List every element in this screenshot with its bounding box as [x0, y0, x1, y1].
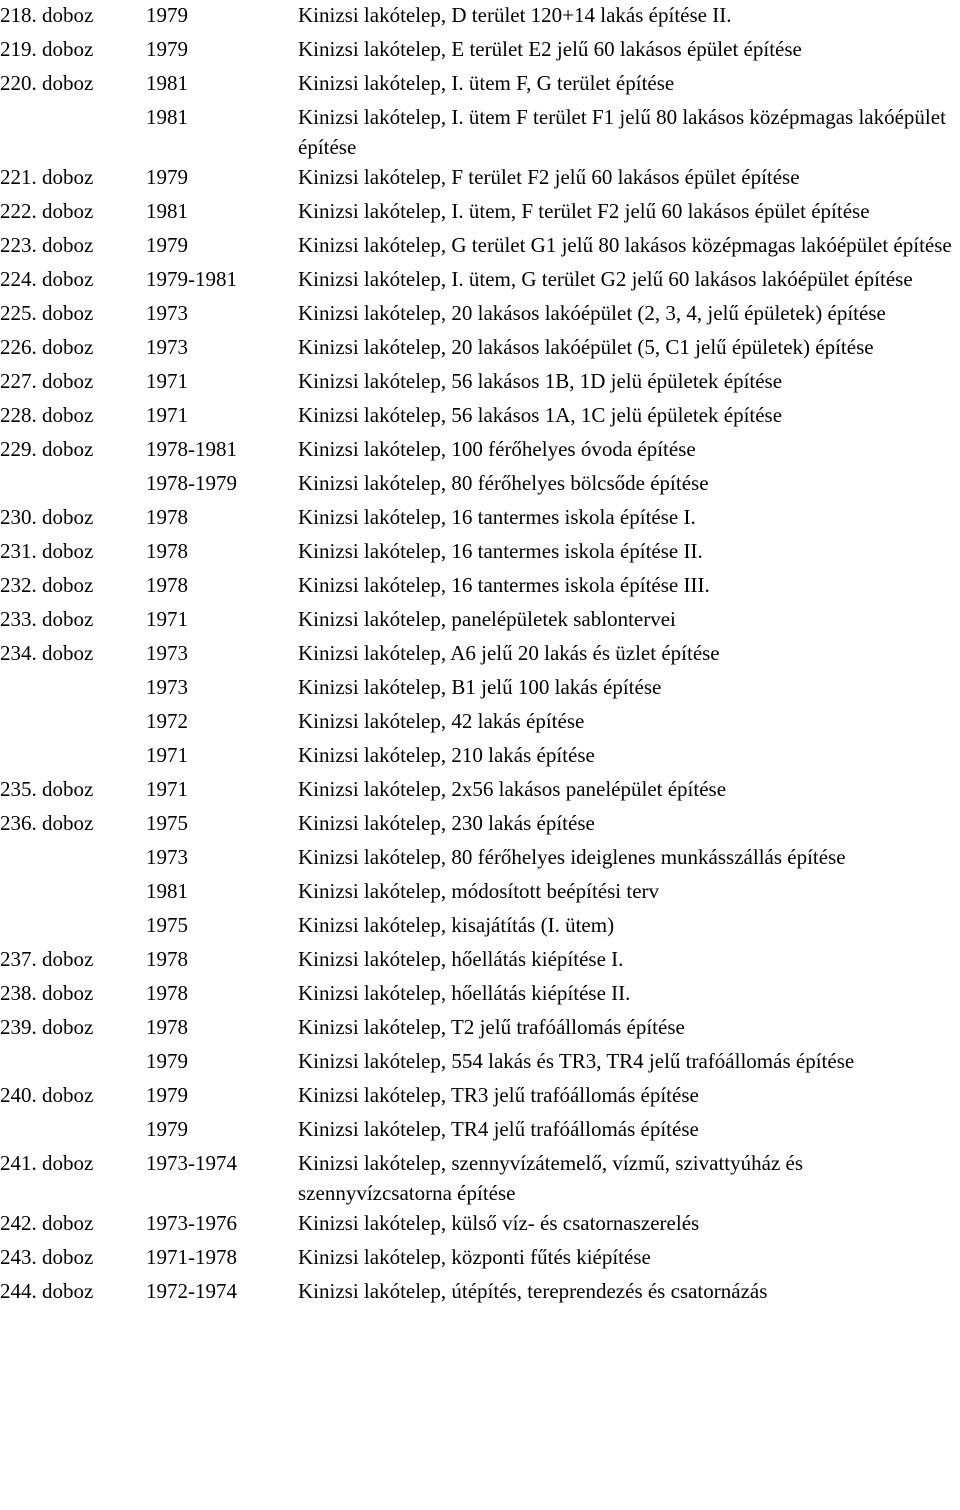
year: 1973: [146, 675, 188, 699]
year: 1975: [146, 811, 188, 835]
list-item: [0, 842, 960, 872]
year: 1979-1981: [146, 267, 237, 291]
box-number: 219. doboz: [0, 37, 94, 61]
description: Kinizsi lakótelep, 80 férőhelyes bölcsőde építése: [298, 471, 709, 495]
box-number: 223. doboz: [0, 233, 94, 257]
list-item: [0, 740, 960, 770]
list-item: [0, 0, 960, 30]
box-number: 221. doboz: [0, 165, 94, 189]
box-number: 237. doboz: [0, 947, 94, 971]
description: Kinizsi lakótelep, F terület F2 jelű 60 lakásos épület építése: [298, 165, 800, 189]
year: 1973-1974: [146, 1151, 237, 1175]
year: 1981: [146, 105, 188, 129]
description: Kinizsi lakótelep, A6 jelű 20 lakás és üzlet építése: [298, 641, 720, 665]
description: Kinizsi lakótelep, panelépületek sablontervei: [298, 607, 676, 631]
box-number: 230. doboz: [0, 505, 94, 529]
year: 1978: [146, 505, 188, 529]
year: 1978: [146, 981, 188, 1005]
list-item: [0, 264, 960, 294]
description: Kinizsi lakótelep, E terület E2 jelű 60 lakásos épület építése: [298, 37, 802, 61]
box-number: 233. doboz: [0, 607, 94, 631]
list-item: [0, 808, 960, 838]
description: Kinizsi lakótelep, 230 lakás építése: [298, 811, 595, 835]
box-number: 239. doboz: [0, 1015, 94, 1039]
box-number: 241. doboz: [0, 1151, 94, 1175]
year: 1971: [146, 607, 188, 631]
box-number: [0, 706, 146, 736]
box-number: 240. doboz: [0, 1083, 94, 1107]
description: Kinizsi lakótelep, 20 lakásos lakóépület (2, 3, 4, jelű épületek) építése: [298, 301, 886, 325]
box-number: 222. doboz: [0, 199, 94, 223]
description: Kinizsi lakótelep, I. ütem, G terület G2 jelű 60 lakásos lakóépület építése: [298, 267, 913, 291]
description: Kinizsi lakótelep, G terület G1 jelű 80 lakásos középmagas lakóépület építése: [298, 233, 952, 257]
year: 1979: [146, 1117, 188, 1141]
year: 1978: [146, 539, 188, 563]
description: Kinizsi lakótelep, külső víz- és csatornaszerelés: [298, 1211, 700, 1235]
year: 1971: [146, 777, 188, 801]
year: 1972: [146, 709, 188, 733]
list-item: [0, 638, 960, 668]
list-item: [0, 1208, 960, 1238]
box-number: [0, 102, 146, 162]
description: Kinizsi lakótelep, 42 lakás építése: [298, 709, 585, 733]
year: 1973: [146, 301, 188, 325]
description: Kinizsi lakótelep, 56 lakásos 1B, 1D jelü épületek építése: [298, 369, 783, 393]
year: 1979: [146, 3, 188, 27]
list-item: [0, 672, 960, 702]
description: Kinizsi lakótelep, hőellátás kiépítése II.: [298, 981, 631, 1005]
box-number: 235. doboz: [0, 777, 94, 801]
year: 1981: [146, 199, 188, 223]
box-number: 238. doboz: [0, 981, 94, 1005]
description: Kinizsi lakótelep, 100 férőhelyes óvoda építése: [298, 437, 696, 461]
year: 1978-1979: [146, 471, 237, 495]
box-number: [0, 842, 146, 872]
list-item: [0, 468, 960, 498]
list-item: [0, 1148, 960, 1208]
description: Kinizsi lakótelep, 210 lakás építése: [298, 743, 595, 767]
list-item: [0, 1046, 960, 1076]
description: Kinizsi lakótelep, hőellátás kiépítése I.: [298, 947, 624, 971]
box-number: 224. doboz: [0, 267, 94, 291]
description: Kinizsi lakótelep, I. ütem, F terület F2 jelű 60 lakásos épület építése: [298, 199, 870, 223]
description: Kinizsi lakótelep, I. ütem F terület F1 jelű 80 lakásos középmagas lakóépület építése: [298, 105, 946, 159]
list-item: [0, 196, 960, 226]
list-item: [0, 434, 960, 464]
list-item: [0, 876, 960, 906]
box-number: 243. doboz: [0, 1245, 94, 1269]
list-item: [0, 910, 960, 940]
box-number: 226. doboz: [0, 335, 94, 359]
description: Kinizsi lakótelep, TR3 jelű trafóállomás építése: [298, 1083, 699, 1107]
year: 1981: [146, 71, 188, 95]
description: Kinizsi lakótelep, I. ütem F, G terület építése: [298, 71, 675, 95]
box-number: 236. doboz: [0, 811, 94, 835]
year: 1979: [146, 37, 188, 61]
box-number: [0, 672, 146, 702]
list-item: [0, 162, 960, 192]
description: Kinizsi lakótelep, 80 férőhelyes ideiglenes munkásszállás építése: [298, 845, 846, 869]
description: Kinizsi lakótelep, útépítés, tereprendezés és csatornázás: [298, 1279, 768, 1303]
year: 1979: [146, 233, 188, 257]
description: Kinizsi lakótelep, 2x56 lakásos panelépület építése: [298, 777, 727, 801]
year: 1971: [146, 743, 188, 767]
description: Kinizsi lakótelep, központi fűtés kiépítése: [298, 1245, 651, 1269]
box-number: [0, 468, 146, 498]
box-number: 242. doboz: [0, 1211, 94, 1235]
year: 1978: [146, 1015, 188, 1039]
description: Kinizsi lakótelep, D terület 120+14 lakás építése II.: [298, 3, 732, 27]
description: Kinizsi lakótelep, 20 lakásos lakóépület (5, C1 jelű épületek) építése: [298, 335, 874, 359]
description: Kinizsi lakótelep, 16 tantermes iskola építése II.: [298, 539, 703, 563]
year: 1971-1978: [146, 1245, 237, 1269]
list-item: [0, 400, 960, 430]
list-item: [0, 706, 960, 736]
list-item: [0, 1012, 960, 1042]
list-item: [0, 1114, 960, 1144]
description: Kinizsi lakótelep, 554 lakás és TR3, TR4 jelű trafóállomás építése: [298, 1049, 855, 1073]
list-item: [0, 536, 960, 566]
box-number: 227. doboz: [0, 369, 94, 393]
box-number: 234. doboz: [0, 641, 94, 665]
box-number: 231. doboz: [0, 539, 94, 563]
year: 1971: [146, 403, 188, 427]
year: 1979: [146, 1049, 188, 1073]
box-number: [0, 876, 146, 906]
year: 1978: [146, 573, 188, 597]
box-number: 244. doboz: [0, 1279, 94, 1303]
list-item: [0, 604, 960, 634]
list-item: [0, 1080, 960, 1110]
year: 1979: [146, 1083, 188, 1107]
box-number: [0, 1046, 146, 1076]
box-number: 218. doboz: [0, 3, 94, 27]
list-item: [0, 102, 960, 162]
list-item: [0, 774, 960, 804]
year: 1978: [146, 947, 188, 971]
box-number: [0, 740, 146, 770]
box-number: 232. doboz: [0, 573, 94, 597]
list-item: [0, 230, 960, 260]
year: 1979: [146, 165, 188, 189]
list-item: [0, 502, 960, 532]
description: Kinizsi lakótelep, B1 jelű 100 lakás építése: [298, 675, 662, 699]
box-number: 220. doboz: [0, 71, 94, 95]
list-item: [0, 298, 960, 328]
description: Kinizsi lakótelep, kisajátítás (I. ütem): [298, 913, 615, 937]
year: 1971: [146, 369, 188, 393]
year: 1975: [146, 913, 188, 937]
list-item: [0, 366, 960, 396]
list-item: [0, 978, 960, 1008]
box-number: 225. doboz: [0, 301, 94, 325]
year: 1981: [146, 879, 188, 903]
year: 1973: [146, 335, 188, 359]
year: 1973-1976: [146, 1211, 237, 1235]
year: 1973: [146, 845, 188, 869]
year: 1978-1981: [146, 437, 237, 461]
description: Kinizsi lakótelep, T2 jelű trafóállomás építése: [298, 1015, 685, 1039]
list-item: [0, 332, 960, 362]
description: Kinizsi lakótelep, módosított beépítési terv: [298, 879, 660, 903]
box-number: [0, 910, 146, 940]
box-number: 228. doboz: [0, 403, 94, 427]
description: Kinizsi lakótelep, 16 tantermes iskola építése III.: [298, 573, 710, 597]
description: Kinizsi lakótelep, TR4 jelű trafóállomás építése: [298, 1117, 699, 1141]
description: Kinizsi lakótelep, 16 tantermes iskola építése I.: [298, 505, 696, 529]
list-item: [0, 1242, 960, 1272]
year: 1973: [146, 641, 188, 665]
box-number: [0, 1114, 146, 1144]
list-item: [0, 1276, 960, 1306]
list-item: [0, 34, 960, 64]
box-number: 229. doboz: [0, 437, 94, 461]
description: Kinizsi lakótelep, szennyvízátemelő, vízmű, szivattyúház és szennyvízcsatorna építése: [298, 1151, 804, 1205]
list-item: [0, 944, 960, 974]
description: Kinizsi lakótelep, 56 lakásos 1A, 1C jelü épületek építése: [298, 403, 783, 427]
list-item: [0, 570, 960, 600]
year: 1972-1974: [146, 1279, 237, 1303]
list-item: [0, 68, 960, 98]
